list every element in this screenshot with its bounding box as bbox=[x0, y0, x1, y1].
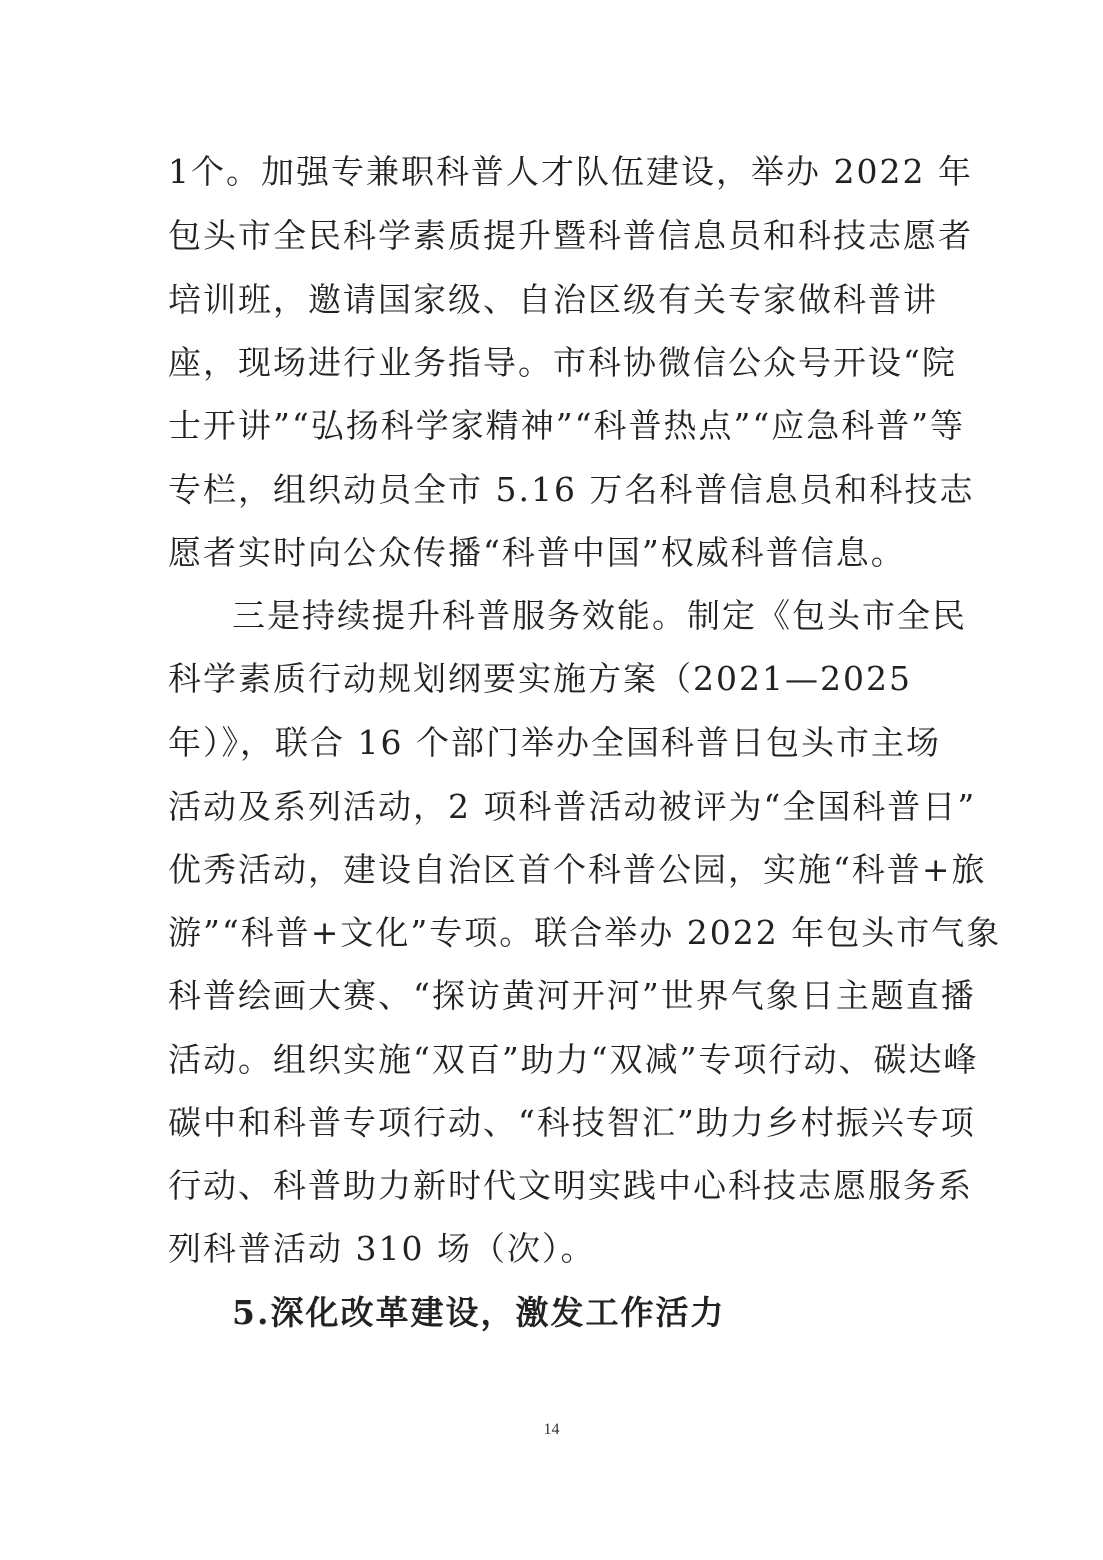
body-line-13: 游”“科普+文化”专项。联合举办 2022 年包头市气象 bbox=[168, 913, 1002, 952]
body-line-1: 1个。加强专兼职科普人才队伍建设，举办 2022 年 bbox=[168, 152, 973, 191]
body-line-11: 活动及系列活动，2 项科普活动被评为“全国科普日” bbox=[168, 787, 977, 826]
section-heading: 5.深化改革建设，激发工作活力 bbox=[232, 1293, 726, 1332]
body-line-10: 年）》，联合 16 个部门举办全国科普日包头市主场 bbox=[168, 723, 941, 762]
body-line-5: 士开讲”“弘扬科学家精神”“科普热点”“应急科普”等 bbox=[168, 406, 966, 445]
body-line-7: 愿者实时向公众传播“科普中国”权威科普信息。 bbox=[168, 533, 906, 572]
page-number: 14 bbox=[543, 1421, 560, 1438]
body-line-3: 培训班，邀请国家级、自治区级有关专家做科普讲 bbox=[168, 280, 938, 319]
body-line-17: 行动、科普助力新时代文明实践中心科技志愿服务系 bbox=[168, 1166, 973, 1205]
body-line-16: 碳中和科普专项行动、“科技智汇”助力乡村振兴专项 bbox=[168, 1103, 976, 1142]
body-line-2: 包头市全民科学素质提升暨科普信息员和科技志愿者 bbox=[168, 216, 973, 255]
body-line-18: 列科普活动 310 场（次）。 bbox=[168, 1229, 596, 1268]
body-line-12: 优秀活动，建设自治区首个科普公园，实施“科普+旅 bbox=[168, 850, 987, 889]
paragraph-start-line: 三是持续提升科普服务效能。制定《包头市全民 bbox=[232, 596, 967, 635]
body-line-6: 专栏，组织动员全市 5.16 万名科普信息员和科技志 bbox=[168, 470, 975, 509]
body-line-4: 座，现场进行业务指导。市科协微信公众号开设“院 bbox=[168, 343, 957, 382]
body-line-14: 科普绘画大赛、“探访黄河开河”世界气象日主题直播 bbox=[168, 976, 976, 1015]
body-line-15: 活动。组织实施“双百”助力“双减”专项行动、碳达峰 bbox=[168, 1040, 979, 1079]
body-line-9: 科学素质行动规划纲要实施方案（2021—2025 bbox=[168, 659, 912, 698]
